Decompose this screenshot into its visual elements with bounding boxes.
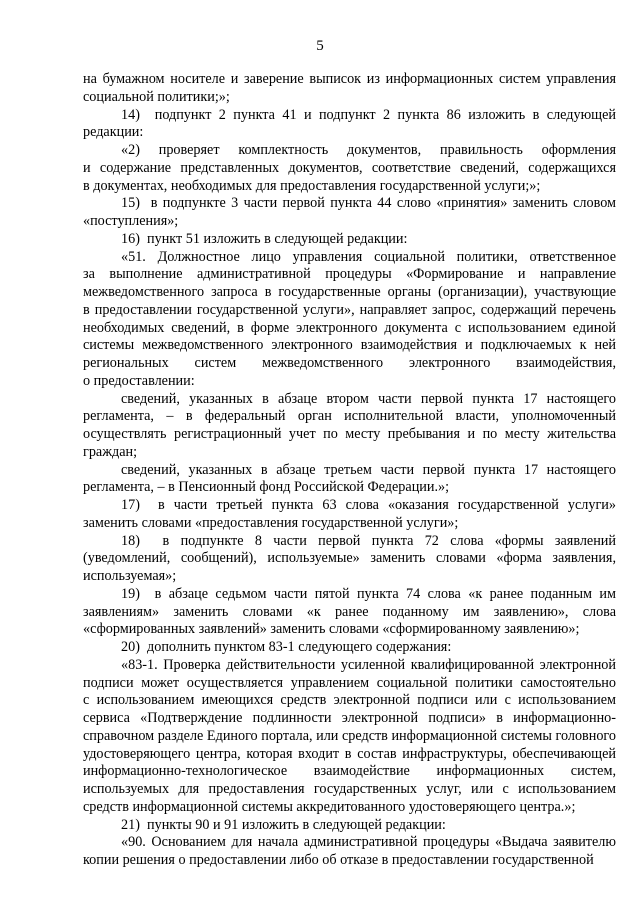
paragraph: сведений, указанных в абзаце втором части первой пункта 17 настоящего регламента, – в федеральный орган исполнительной власти, уполномоченный осуществлять регистрационный учет по месту пребывания и по месту жительства граждан; [83, 390, 616, 460]
paragraph: 16) пункт 51 изложить в следующей редакции: [121, 230, 408, 247]
paragraph: 15) в подпункте 3 части первой пункта 44 слово «принятия» заменить словом «поступления»; [83, 195, 616, 229]
paragraph: 18) в подпункте 8 части первой пункта 72 слова «формы заявлений (уведомлений, сообщений), используемые» заменить словами «форма заявления, используемая»; [83, 532, 616, 584]
paragraph: 19) в абзаце седьмом части пятой пункта 74 слова «к ранее поданным им заявлениям» заменить словами «к ранее поданному им заявлению», слова «сформированных заявлений» заменить словами «сформированному заявлению»; [83, 585, 616, 638]
paragraph: «83-1. Проверка действительности усиленной квалифицированной электронной подписи может осуществляется управлением социальной политики самостоятельно с использованием имеющихся средств электронной подписи или с использованием сервиса «Подтверждение подлинности электронной подписи» в информационно-справочном разделе Единого портала, или средств информационной системы головного удостоверяющего центра, которая входит в состав инфраструктуры, обеспечивающей информационно-технологическое взаимодействие информационных систем, используемых для предоставления государственных услуг, или с использованием средств информационной системы аккредитованного удостоверяющего центра.»; [83, 656, 616, 815]
paragraph: сведений, указанных в абзаце третьем части первой пункта 17 настоящего регламента, – в Пенсионный фонд Российской Федерации.»; [83, 461, 616, 496]
paragraph: 14) подпункт 2 пункта 41 и подпункт 2 пункта 86 изложить в следующей редакции: [83, 106, 616, 141]
paragraph: «2) проверяет комплектность документов, правильность оформления и содержание представленных документов, соответствие сведений, содержащихся в документах, необходимых для предоставления государственной услуги;»; [83, 142, 616, 194]
paragraph: «51. Должностное лицо управления социальной политики, ответственное за выполнение административной процедуры «Формирование и направление межведомственного запроса в государственные органы (организации), участвующие в предоставлении государственной услуги», направляет запрос, содержащий перечень необходимых сведений, в форме электронного документа с использованием единой системы межведомственного электронного взаимодействия и подключаемых к ней региональных систем межведомственного электронного взаимодействия, о предоставлении: [83, 248, 616, 389]
paragraph: «90. Основанием для начала административной процедуры «Выдача заявителю копии решения о предоставлении либо об отказе в предоставлении государственной [83, 834, 616, 868]
paragraph: 20) дополнить пунктом 83-1 следующего содержания: [121, 639, 452, 655]
paragraph: на бумажном носителе и заверение выписок из информационных систем управления социальной политики;»; [83, 71, 616, 105]
paragraph: 21) пункты 90 и 91 изложить в следующей редакции: [121, 816, 446, 833]
page-number: 5 [316, 38, 324, 54]
document-body [83, 71, 616, 870]
paragraph: 17) в части третьей пункта 63 слова «оказания государственной услуги» заменить словами «предоставления государственной услуги»; [83, 497, 616, 531]
